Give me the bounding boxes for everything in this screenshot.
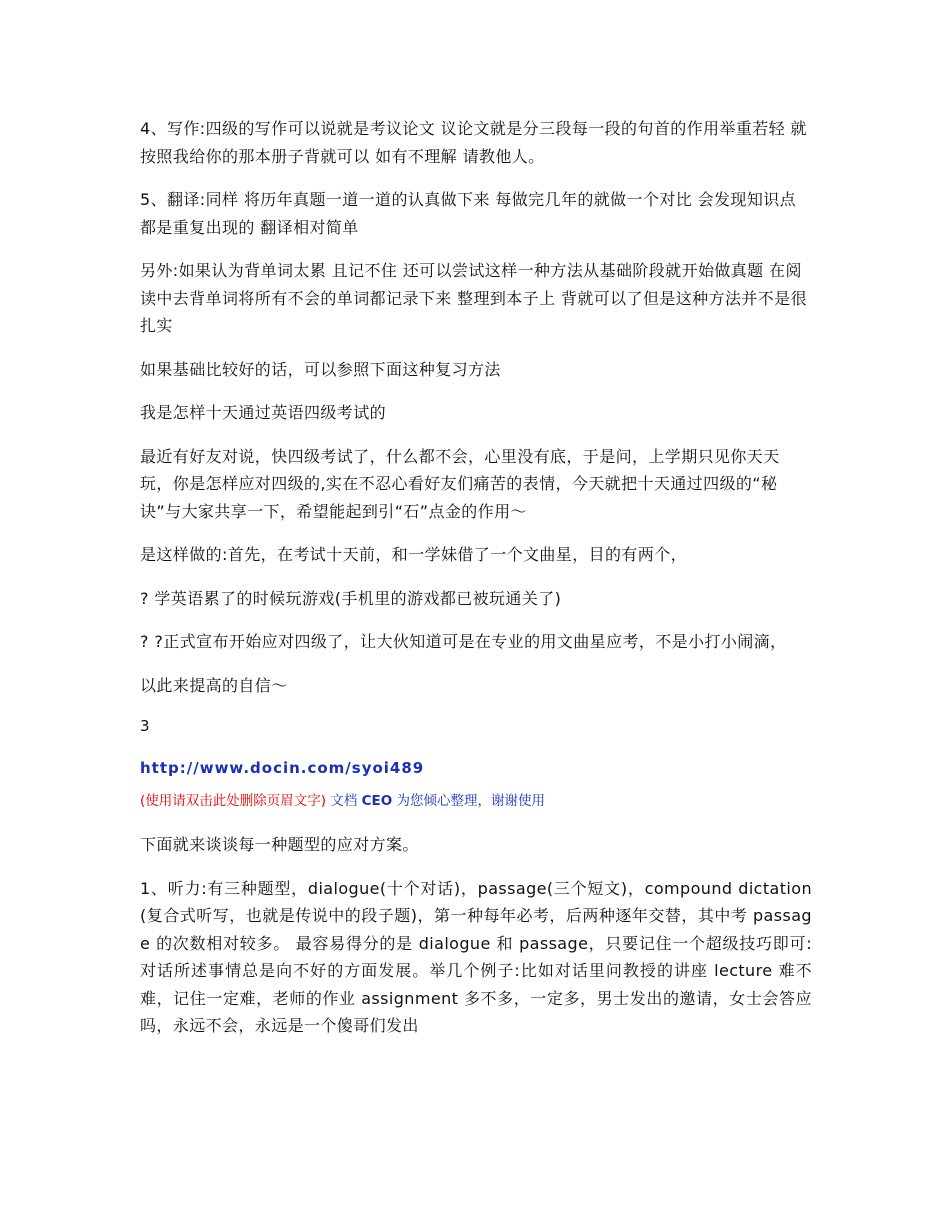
header-note-suffix: 为您倾心整理，谢谢使用 [392,793,546,809]
paragraph-writing: 4、写作:四级的写作可以说就是考议论文 议论文就是分三段每一段的句首的作用举重若轻 就按照我给你的那本册子背就可以 如有不理解 请教他人。 [140,119,807,166]
paragraph-story-intro: 最近有好友对说，快四级考试了，什么都不会，心里没有底，于是问，上学期只见你天天玩，你是怎样应对四级的,实在不忍心看好友们痛苦的表情，今天就把十天通过四级的“秘诀”与大家共享一下，希望能起到引“石”点金的作用～ [140,446,780,521]
section-title: 我是怎样十天通过英语四级考试的 [140,403,387,422]
list-item-purpose-2: ? ?正式宣布开始应对四级了，让大伙知道可是在专业的用文曲星应考，不是小打小闹滴， [140,632,787,651]
header-note-thanks [330,793,545,809]
paragraph-advanced-intro: 如果基础比较好的话，可以参照下面这种复习方法 [140,359,501,379]
header-note [140,791,812,811]
page-number: 3 [140,717,150,735]
paragraph-confidence: 以此来提高的自信～ [140,675,288,695]
paragraph-alternative-method: 另外:如果认为背单词太累 且记不住 还可以尝试这样一种方法从基础阶段就开始做真题 在阅读中去背单词将所有不会的单词都记录下来 整理到本子上 背就可以了但是这种方法并不是很扎实 [140,261,807,335]
paragraph-translation: 5、翻译:同样 将历年真题一道一道的认真做下来 每做完几年的就做一个对比 会发现知识点都是重复出现的 翻译相对简单 [140,190,797,237]
header-note-prefix: 文档 [330,793,362,809]
paragraph-first-step: 是这样做的:首先，在考试十天前，和一学妹借了一个文曲星，目的有两个， [140,545,687,564]
header-note-delete-hint[interactable]: (使用请双击此处删除页眉文字) [140,793,327,809]
paragraph-listening: 1、听力:有三种题型，dialogue(十个对话)，passage(三个短文)，compound dictation(复合式听写，也就是传说中的段子题)，第一种每年必考，后两种逐年交替，其中考 passage 的次数相对较多。 最容易得分的是 dialogue 和 passage，只要记住一个超级技巧即可:对话所述事情总是向不好的方面发展。举几个例子:比如对话里问教授的讲座 lecture 难不难，记住一定难，老师的作业 assignment 多不多，一定多，男士发出的邀请，女士会答应吗，永远不会，永远是一个傻哥们发出 [140,878,812,1035]
header-link[interactable]: http://www.docin.com/syoi489 [140,759,425,777]
header-note-ceo: CEO [361,793,393,809]
list-item-purpose-1: ? 学英语累了的时候玩游戏(手机里的游戏都已被玩通关了) [140,588,562,608]
paragraph-strategy-intro: 下面就来谈谈每一种题型的应对方案。 [140,835,419,854]
document-page [140,115,812,1056]
